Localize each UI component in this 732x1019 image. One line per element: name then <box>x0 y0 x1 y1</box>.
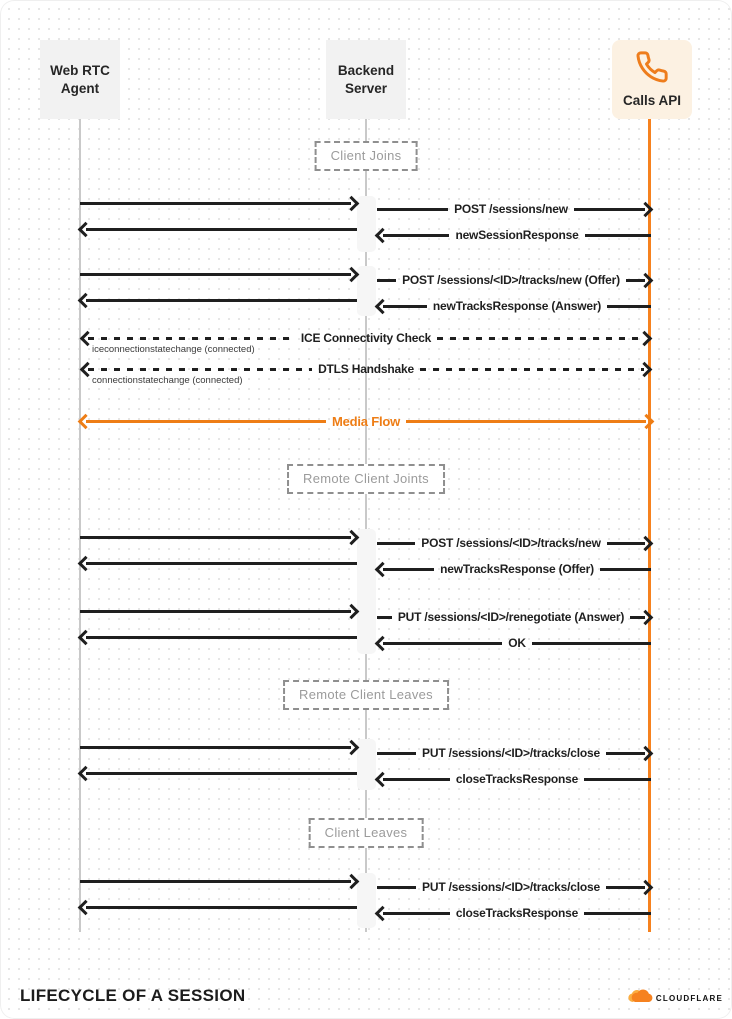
message-label: OK <box>508 636 526 650</box>
message-arrow <box>377 906 651 920</box>
message-arrow <box>377 228 651 242</box>
message-label: POST /sessions/<ID>/tracks/new <box>421 536 601 550</box>
message-label: newTracksResponse (Answer) <box>432 299 602 313</box>
handshake-sublabel: connectionstatechange (connected) <box>92 375 243 386</box>
section-label: Client Joins <box>330 148 402 163</box>
handshake-label: DTLS Handshake <box>318 362 414 376</box>
cloudflare-wordmark: CLOUDFLARE <box>655 994 723 1003</box>
section-label: Remote Client Joints <box>303 471 429 486</box>
arrow-backend-to-agent <box>80 556 357 570</box>
arrow-agent-to-backend <box>80 530 357 544</box>
message-arrow <box>377 273 651 287</box>
message-arrow <box>377 562 651 576</box>
message-label: PUT /sessions/<ID>/tracks/close <box>422 880 600 894</box>
section-client-joins <box>315 141 418 171</box>
phone-icon <box>635 50 669 89</box>
message-label: newTracksResponse (Offer) <box>440 562 594 576</box>
message-arrow <box>377 610 651 624</box>
actor-webrtc-agent-label: Web RTC Agent <box>50 62 110 96</box>
arrow-agent-to-backend <box>80 604 357 618</box>
media-flow-arrow <box>80 414 652 428</box>
message-label: PUT /sessions/<ID>/renegotiate (Answer) <box>397 610 625 624</box>
actor-backend-server-label: Backend Server <box>337 62 395 96</box>
activation-bar <box>357 196 376 252</box>
message-label: closeTracksResponse <box>455 772 579 786</box>
message-arrow <box>377 202 651 216</box>
handshake-label: ICE Connectivity Check <box>300 331 432 345</box>
webrtc-agent-lifeline <box>79 119 81 932</box>
media-flow-label: Media Flow <box>331 413 401 429</box>
message-label: POST /sessions/new <box>454 202 568 216</box>
actor-calls-api-label: Calls API <box>622 92 682 108</box>
arrow-agent-to-backend <box>80 196 357 210</box>
arrow-backend-to-agent <box>80 222 357 236</box>
message-label: newSessionResponse <box>455 228 579 242</box>
handshake-sublabel: iceconnectionstatechange (connected) <box>92 344 255 355</box>
handshake-arrow-dtls <box>82 362 650 376</box>
arrow-backend-to-agent <box>80 766 357 780</box>
actor-calls-api <box>612 40 692 119</box>
message-label: POST /sessions/<ID>/tracks/new (Offer) <box>402 273 620 287</box>
message-arrow <box>377 746 651 760</box>
actor-backend-server <box>326 40 406 119</box>
cloudflare-logo <box>627 988 723 1009</box>
diagram-title: LIFECYCLE OF A SESSION <box>20 986 246 1005</box>
section-client-leaves <box>309 818 424 848</box>
section-label: Client Leaves <box>324 825 408 840</box>
arrow-agent-to-backend <box>80 267 357 281</box>
activation-bar <box>357 266 376 316</box>
cloudflare-cloud-icon <box>627 988 653 1009</box>
message-label: closeTracksResponse <box>455 906 579 920</box>
message-label: PUT /sessions/<ID>/tracks/close <box>422 746 600 760</box>
message-arrow <box>377 536 651 550</box>
section-remote-client-joints <box>287 464 445 494</box>
activation-bar <box>357 529 376 654</box>
message-arrow <box>377 880 651 894</box>
section-label: Remote Client Leaves <box>299 687 433 702</box>
section-remote-client-leaves <box>283 680 449 710</box>
arrow-agent-to-backend <box>80 874 357 888</box>
actor-webrtc-agent <box>40 40 120 119</box>
arrow-backend-to-agent <box>80 293 357 307</box>
message-arrow <box>377 772 651 786</box>
arrow-backend-to-agent <box>80 630 357 644</box>
activation-bar <box>357 739 376 790</box>
message-arrow <box>377 299 651 313</box>
activation-bar <box>357 873 376 928</box>
message-arrow <box>377 636 651 650</box>
arrow-backend-to-agent <box>80 900 357 914</box>
arrow-agent-to-backend <box>80 740 357 754</box>
handshake-arrow-ice <box>82 331 650 345</box>
